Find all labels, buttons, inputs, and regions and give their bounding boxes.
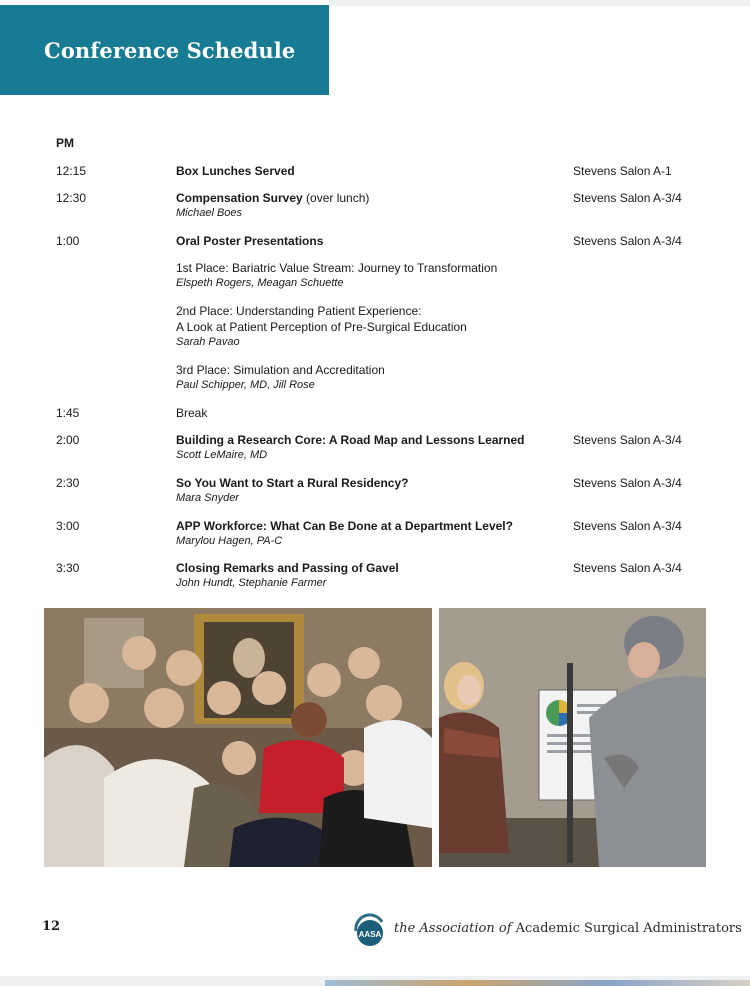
session-time: 1:00 <box>56 234 80 248</box>
period-label: PM <box>56 136 74 150</box>
session-location: Stevens Salon A-1 <box>573 164 672 178</box>
session-location: Stevens Salon A-3/4 <box>573 433 682 447</box>
svg-text:AASA: AASA <box>358 930 382 939</box>
session-location: Stevens Salon A-3/4 <box>573 234 682 248</box>
header-banner <box>0 5 329 95</box>
poster-authors: Elspeth Rogers, Meagan Schuette <box>176 277 344 289</box>
session-speaker: Scott LeMaire, MD <box>176 449 268 461</box>
session-speaker: Michael Boes <box>176 207 243 219</box>
session-time: 12:15 <box>56 164 87 178</box>
poster-item: 2nd Place: Understanding Patient Experience: A Look at Patient Perception of Pre-Surgical Education Sarah Pavao <box>176 303 571 350</box>
aasa-logo <box>352 913 388 954</box>
session-location: Stevens Salon A-3/4 <box>573 191 682 205</box>
session-title: Break <box>176 406 208 420</box>
poster-item: 3rd Place: Simulation and Accreditation Paul Schipper, MD, Jill Rose <box>176 362 571 393</box>
session-title: Compensation Survey (over lunch) Michael Boes <box>176 190 571 221</box>
bottom-strip <box>0 976 750 986</box>
session-time: 1:45 <box>56 406 80 420</box>
session-speaker: Mara Snyder <box>176 492 239 504</box>
poster-authors: Sarah Pavao <box>176 336 240 348</box>
session-speaker: John Hundt, Stephanie Farmer <box>176 577 327 589</box>
session-title: Closing Remarks and Passing of Gavel John Hundt, Stephanie Farmer <box>176 560 571 591</box>
page-title: Conference Schedule <box>44 38 296 63</box>
session-title: Oral Poster Presentations <box>176 234 324 248</box>
session-time: 3:00 <box>56 519 80 533</box>
session-time: 3:30 <box>56 561 80 575</box>
session-title: APP Workforce: What Can Be Done at a Department Level? Marylou Hagen, PA-C <box>176 518 571 549</box>
session-location: Stevens Salon A-3/4 <box>573 561 682 575</box>
session-time: 12:30 <box>56 191 87 205</box>
organization-name: the Association of Academic Surgical Administrators <box>394 921 742 936</box>
session-location: Stevens Salon A-3/4 <box>573 476 682 490</box>
session-time: 2:00 <box>56 433 80 447</box>
session-title: Box Lunches Served <box>176 164 295 178</box>
poster-item: 1st Place: Bariatric Value Stream: Journey to Transformation Elspeth Rogers, Meagan Schuette <box>176 260 571 291</box>
session-speaker: Marylou Hagen, PA-C <box>176 535 283 547</box>
group-photo <box>44 608 432 867</box>
session-time: 2:30 <box>56 476 80 490</box>
session-location: Stevens Salon A-3/4 <box>573 519 682 533</box>
session-title: Building a Research Core: A Road Map and Lessons Learned Scott LeMaire, MD <box>176 432 571 463</box>
session-title: So You Want to Start a Rural Residency? Mara Snyder <box>176 475 571 506</box>
poster-authors: Paul Schipper, MD, Jill Rose <box>176 379 315 391</box>
page-number: 12 <box>42 919 61 934</box>
top-strip <box>329 0 750 6</box>
poster-session-photo <box>439 608 706 867</box>
